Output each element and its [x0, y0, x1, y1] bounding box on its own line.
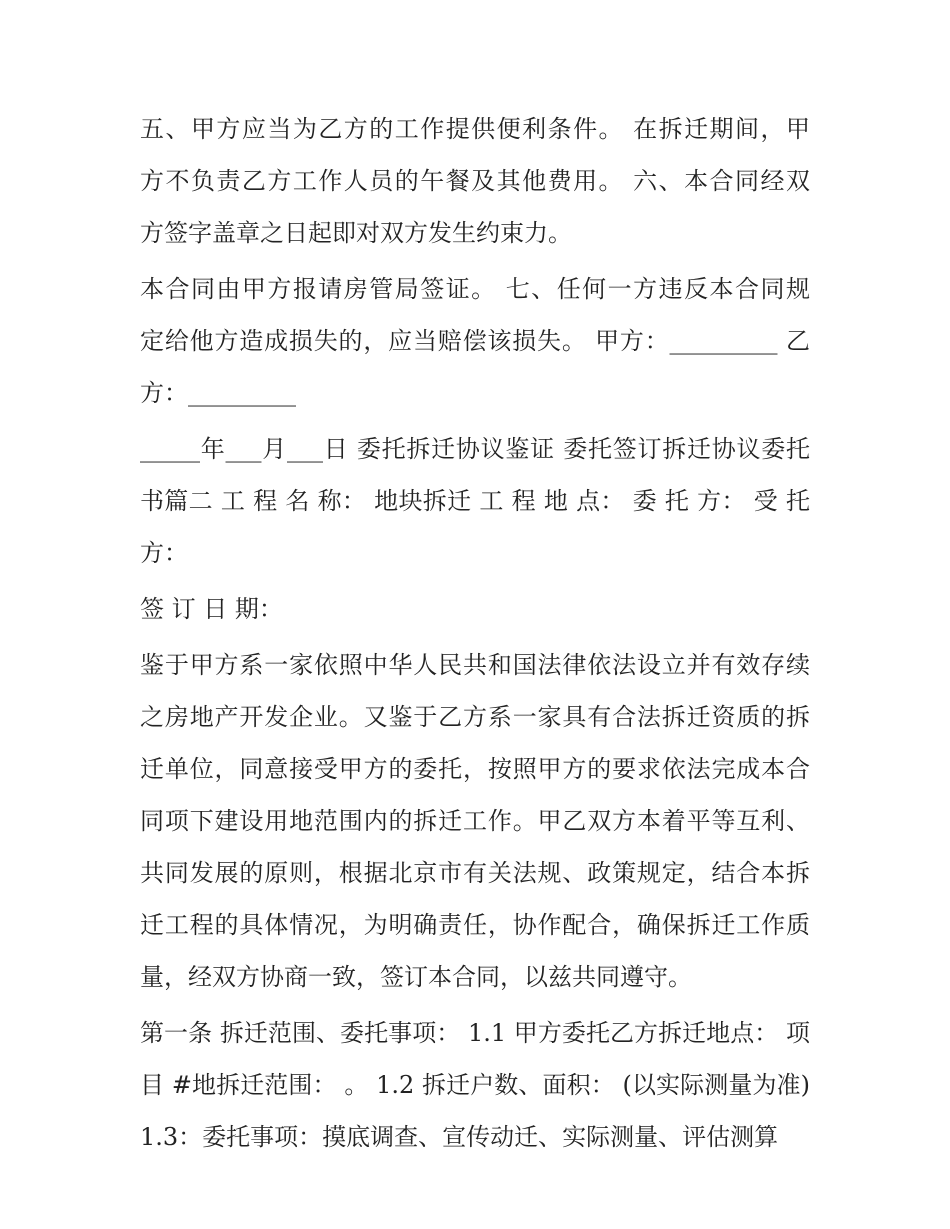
- paragraph-date-and-title: [140, 426, 810, 586]
- text-line: 同项下建设用地范围内的拆迁工作。甲乙双方本着平等互利、: [140, 807, 810, 835]
- text-line: _____年___月___日 委托拆迁协议鉴证 委托签订拆迁协议委托: [140, 435, 810, 463]
- text-line: 方：_________: [140, 379, 296, 407]
- paragraph-article-one: [140, 1010, 810, 1166]
- paragraph-obligations: [140, 106, 810, 266]
- document-body: [140, 106, 810, 1166]
- text-line: 方不负责乙方工作人员的午餐及其他费用。 六、本合同经双: [140, 167, 810, 195]
- text-line: 本合同由甲方报请房管局签证。 七、任何一方违反本合同规: [140, 275, 810, 303]
- text-line: 之房地产开发企业。又鉴于乙方系一家具有合法拆迁资质的拆: [140, 703, 810, 731]
- text-line: 量，经双方协商一致，签订本合同，以兹共同遵守。: [140, 963, 692, 991]
- text-line: 定给他方造成损失的，应当赔偿该损失。 甲方：_________ 乙: [140, 327, 810, 355]
- text-line: 鉴于甲方系一家依照中华人民共和国法律依法设立并有效存续: [140, 651, 810, 679]
- text-line: 签 订 日 期：: [140, 595, 283, 623]
- paragraph-signatures: [140, 266, 810, 426]
- paragraph-preamble: [140, 642, 810, 1010]
- text-line: 书篇二 工 程 名 称： 地块拆迁 工 程 地 点： 委 托 方： 受 托: [140, 487, 810, 515]
- text-line: 目 #地拆迁范围： 。 1.2 拆迁户数、面积： (以实际测量为准): [140, 1071, 810, 1099]
- text-line: 共同发展的原则，根据北京市有关法规、政策规定，结合本拆: [140, 859, 810, 887]
- text-line: 方：: [140, 539, 188, 567]
- text-line: 1.3：委托事项：摸底调查、宣传动迁、实际测量、评估测算: [140, 1123, 779, 1151]
- text-line: 第一条 拆迁范围、委托事项： 1.1 甲方委托乙方拆迁地点： 项: [140, 1019, 810, 1047]
- text-line: 方签字盖章之日起即对双方发生约束力。: [140, 219, 572, 247]
- text-line: 五、甲方应当为乙方的工作提供便利条件。 在拆迁期间，甲: [140, 115, 810, 143]
- text-line: 迁工程的具体情况，为明确责任，协作配合，确保拆迁工作质: [140, 911, 810, 939]
- paragraph-signing-date: [140, 586, 810, 642]
- text-line: 迁单位，同意接受甲方的委托，按照甲方的要求依法完成本合: [140, 755, 810, 783]
